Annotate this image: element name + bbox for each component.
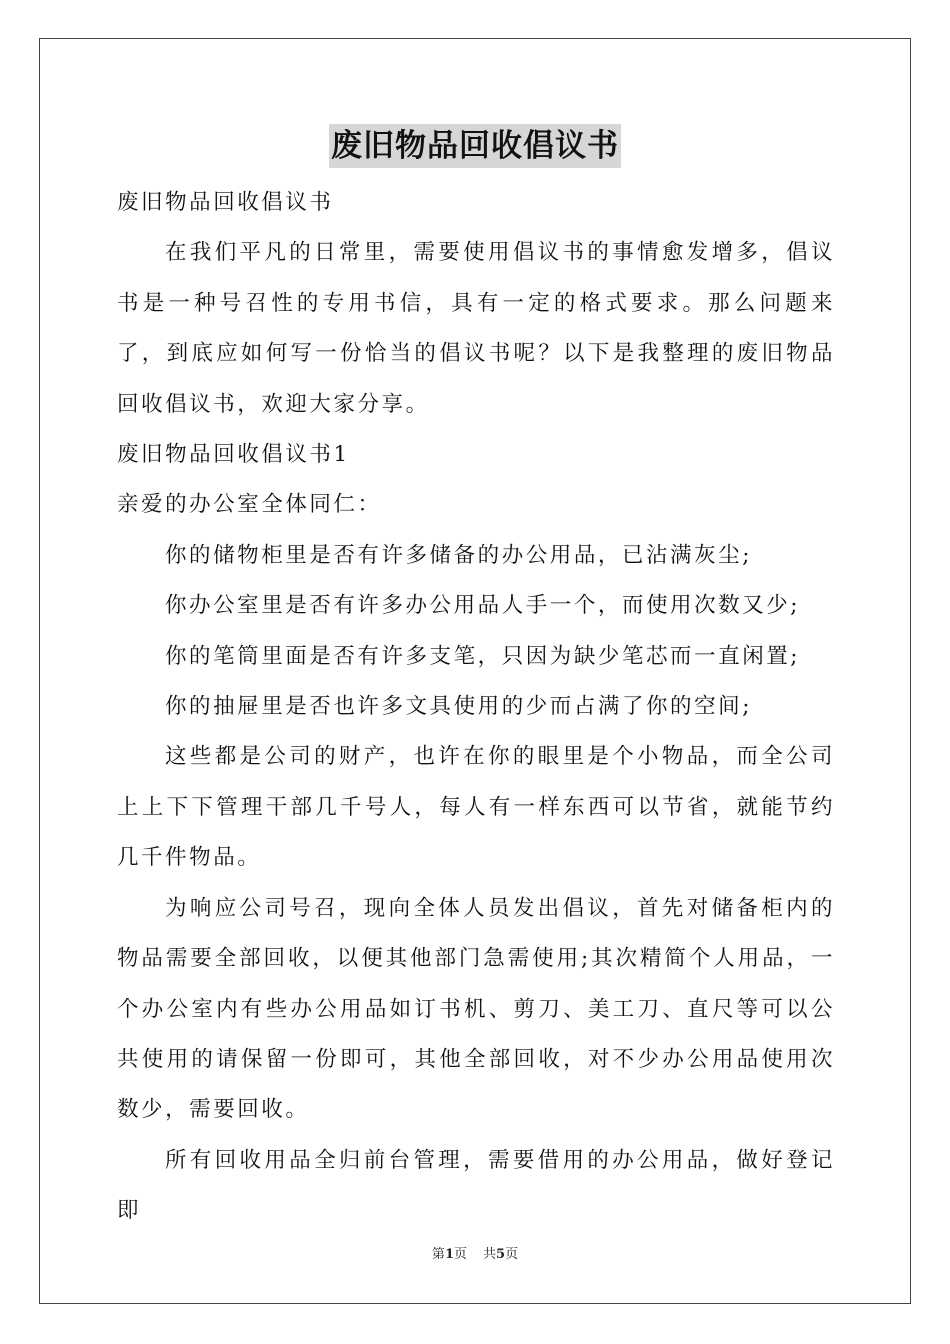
page-number: 1 [444, 1247, 454, 1262]
paragraph: 废旧物品回收倡议书1 [117, 442, 350, 468]
title-area [0, 124, 950, 168]
total-suffix: 页 [505, 1247, 519, 1262]
document-title: 废旧物品回收倡议书 [329, 124, 621, 168]
paragraph: 亲爱的办公室全体同仁： [117, 492, 382, 518]
page-prefix: 第 [431, 1247, 445, 1262]
paragraph: 所有回收用品全归前台管理，需要借用的办公用品，做好登记即 [117, 1147, 835, 1224]
paragraph: 你的储物柜里是否有许多储备的办公用品，已沾满灰尘; [165, 542, 752, 568]
paragraph: 为响应公司号召，现向全体人员发出倡议，首先对储备柜内的物品需要全部回收，以便其他部门急需使用;其次精简个人用品，一个办公室内有些办公用品如订书机、剪刀、美工刀、直尺等可以公共使用的请保留一份即可，其他全部回收，对不少办公用品使用次数少，需要回收。 [117, 895, 835, 1123]
paragraph: 你的抽屉里是否也许多文具使用的少而占满了你的空间; [165, 694, 752, 720]
page-footer [0, 1245, 950, 1265]
paragraph: 你的笔筒里面是否有许多支笔，只因为缺少笔芯而一直闲置; [165, 643, 801, 669]
paragraph: 你办公室里是否有许多办公用品人手一个，而使用次数又少; [165, 593, 801, 619]
paragraph: 废旧物品回收倡议书 [117, 190, 334, 215]
page-suffix: 页 [453, 1247, 467, 1262]
total-prefix: 共 [483, 1247, 497, 1262]
total-pages: 5 [496, 1247, 506, 1262]
document-body [117, 178, 835, 1237]
paragraph: 这些都是公司的财产，也许在你的眼里是个小物品，而全公司上上下下管理干部几千号人，每人有一样东西可以节省，就能节约几千件物品。 [117, 744, 835, 871]
paragraph: 在我们平凡的日常里，需要使用倡议书的事情愈发增多，倡议书是一种号召性的专用书信，具有一定的格式要求。那么问题来了，到底应如何写一份恰当的倡议书呢？以下是我整理的废旧物品回收倡议书，欢迎大家分享。 [117, 240, 835, 417]
